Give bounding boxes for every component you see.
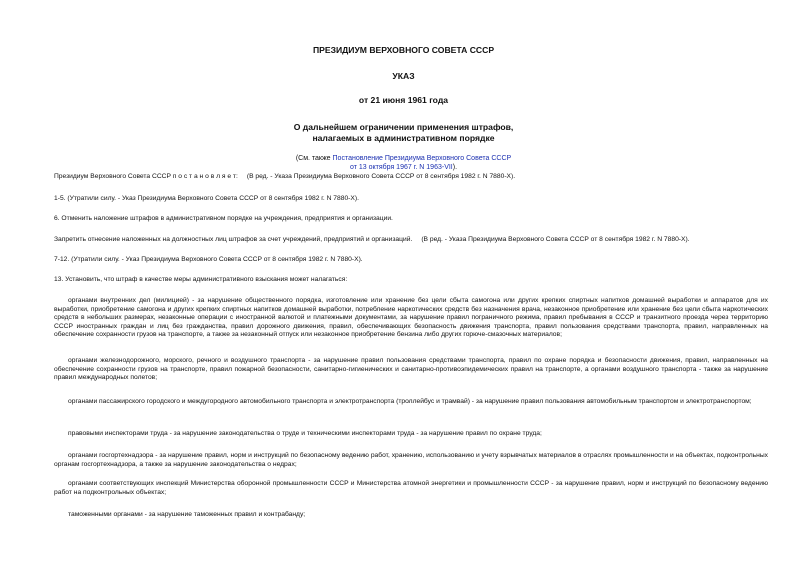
paragraph-13: 13. Установить, что штраф в качестве меры административного взыскания может налагаться: [54,276,348,283]
see-also-link-date[interactable]: от 13 октября 1967 г. N 1963-VII [349,164,453,171]
list-item: таможенными органами - за нарушение таможенных правил и контрабанду; [68,511,306,518]
list-item: правовыми инспекторами труда - за нарушение законодательства о труде и техническими инспекторами труда - за нарушение правил по охране труда; [68,430,542,437]
list-item: органами внутренних дел (милицией) - за нарушение общественного порядка, изготовление или хранение без цели сбыта самогона или других крепких спиртных напитков домашней выработки и аппаратов для их выработки, приобретение самогона и других крепких спиртных напитков домашней выработки, потребление наркотических средств без назначения врача, незаконное приобретение или хранение без цели сбыта наркотических средств в небольших размерах, незаконные операции с иностранной валютой и платежными документами, за нарушение правил пограничного режима, правил пребывания в СССР и транзитного проезда через территорию СССР иностранных граждан и лиц без гражданства, правил дорожного движения, правил, обеспечивающих безопасность движения транспорта, правил пользования средствами транспорта, правил, направленных на обеспечение сохранности грузов на транспорте, а также за незаконный отпуск или незаконное приобретение бензина либо других горюче-смазочных материалов; [54,297,768,339]
list-item: органами госгортехнадзора - за нарушение правил, норм и инструкций по безопасному ведению работ, хранению, использованию и учету взрывчатых материалов в отраслях промышленности и на объектах, подконтрольных органам госгортехнадзора, а также за нарушение законодательства о недрах; [54,452,768,468]
paragraph-6b [54,236,690,245]
see-also-suffix: ). [452,164,458,171]
preamble-text: Президиум Верховного Совета СССР п о с т а н о в л я е т: [54,173,238,180]
document-date: от 21 июня 1961 года [358,95,449,105]
document-title-line-2: налагаемых в административном порядке [312,133,495,143]
see-also-prefix: (См. также [295,155,333,162]
see-also-line-2 [0,163,807,172]
paragraph-7-12: 7-12. (Утратили силу. - Указ Президиума Верховного Совета СССР от 8 сентября 1982 г. N 7880-X). [54,256,363,263]
paragraph-6b-note: (В ред. - Указа Президиума Верховного Совета СССР от 8 сентября 1982 г. N 7880-X). [421,236,690,243]
issuing-body: ПРЕЗИДИУМ ВЕРХОВНОГО СОВЕТА СССР [312,45,495,55]
paragraph-6b-text: Запретить отнесение наложенных на должностных лиц штрафов за счет учреждений, предприятий и организаций. [54,236,413,243]
document-type: УКАЗ [392,71,415,81]
list-item: органами пассажирского городского и междугородного автомобильного транспорта и электротранспорта (троллейбус и трамвай) - за нарушение правил пользования автомобильным транспортом и электротранспортом; [68,398,752,405]
see-also-line-1 [0,154,807,163]
see-also-link-decree[interactable]: Постановление Президиума Верховного Совета СССР [332,155,512,162]
paragraph-6: 6. Отменить наложение штрафов в административном порядке на учреждения, предприятия и организации. [54,215,393,222]
list-item: органами железнодорожного, морского, речного и воздушного транспорта - за нарушение правил пользования средствами транспорта, правил по охране порядка и безопасности движения, правил, направленных на обеспечение сохранности грузов на транспорте, правил пожарной безопасности, санитарно-гигиенических и санитарно-противоэпидемических правил на транспорте, а органами воздушного транспорта - также за нарушение правил международных полетов; [54,357,768,382]
document-title-line-1: О дальнейшем ограничении применения штрафов, [293,122,514,132]
list-item: органами соответствующих инспекций Министерства оборонной промышленности СССР и Министерства атомной энергетики и промышленности СССР - за нарушение правил, норм и инструкций по безопасному ведению работ на подконтрольных объектах; [54,480,768,496]
preamble-note: (В ред. - Указа Президиума Верховного Совета СССР от 8 сентября 1982 г. N 7880-X). [246,173,516,180]
preamble [54,173,515,182]
paragraph-1-5: 1-5. (Утратили силу. - Указ Президиума Верховного Совета СССР от 8 сентября 1982 г. N 7880-X). [54,195,359,202]
